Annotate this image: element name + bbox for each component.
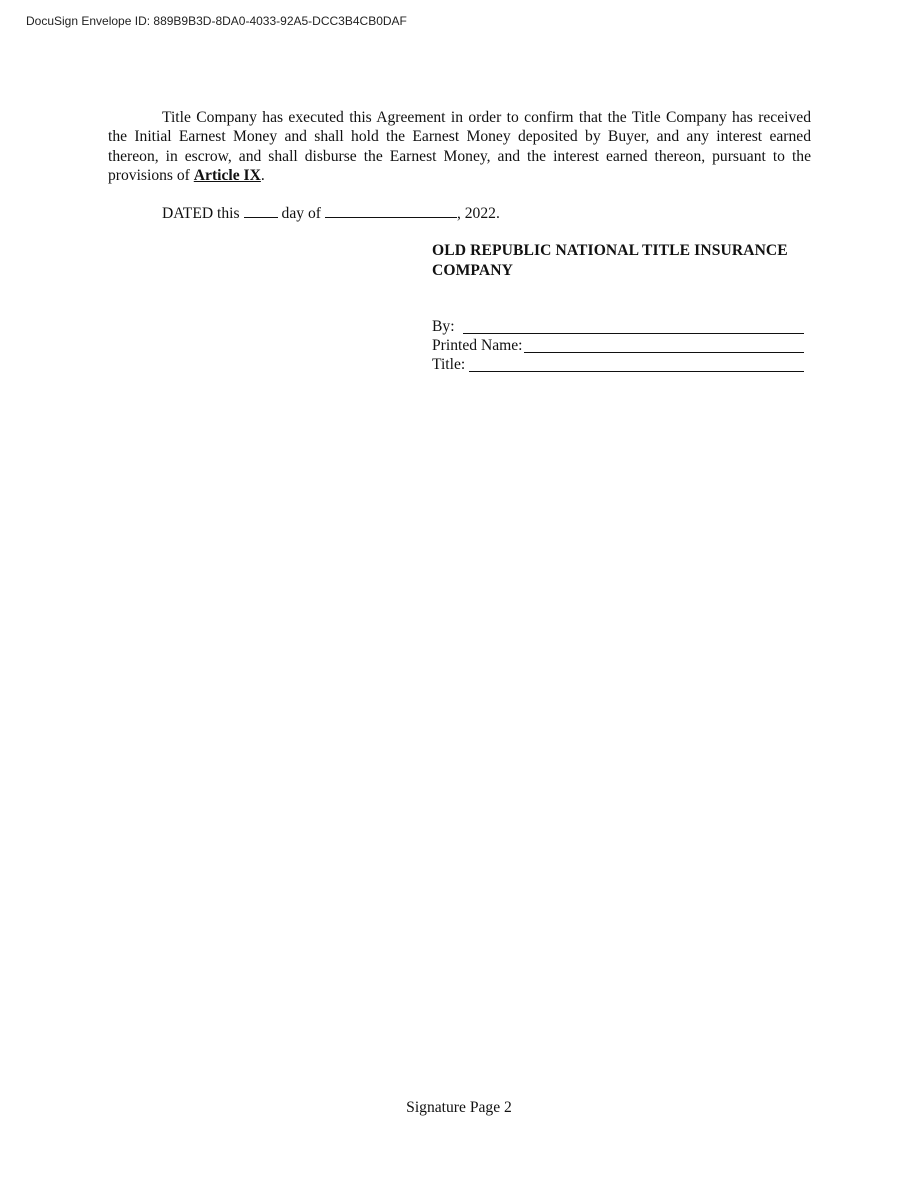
printed-name-label: Printed Name: [432, 337, 523, 354]
title-line [469, 356, 804, 372]
dated-middle: day of [281, 205, 321, 222]
page-footer: Signature Page 2 [406, 1099, 512, 1116]
month-blank [325, 203, 457, 218]
printed-name-line [524, 337, 804, 353]
title-label: Title: [432, 356, 466, 373]
paragraph-text: Title Company has executed this Agreement in order to confirm that the Title Company has received the Initial Earnest Money and shall hold the Earnest Money deposited by Buyer, and any interest earned thereon, in escrow, and shall disburse the Earnest Money, and the interest earned thereon, pursuant to the provisions of [108, 109, 811, 184]
dated-line [162, 203, 500, 223]
by-row [432, 317, 804, 336]
escrow-confirmation-paragraph [108, 108, 811, 185]
dated-suffix: , 2022. [456, 205, 500, 222]
paragraph-end: . [260, 166, 265, 184]
company-name: OLD REPUBLIC NATIONAL TITLE INSURANCE COMPANY [432, 242, 788, 279]
dated-prefix: DATED this [162, 205, 240, 222]
day-blank [244, 203, 278, 218]
printed-name-row [432, 336, 804, 355]
docusign-envelope-id: DocuSign Envelope ID: 889B9B3D-8DA0-4033-92A5-DCC3B4CB0DAF [26, 14, 407, 28]
by-label: By: [432, 318, 455, 335]
title-row [432, 355, 804, 374]
signature-block [432, 317, 804, 374]
by-signature-line [463, 318, 804, 334]
article-reference: Article IX [193, 166, 261, 184]
